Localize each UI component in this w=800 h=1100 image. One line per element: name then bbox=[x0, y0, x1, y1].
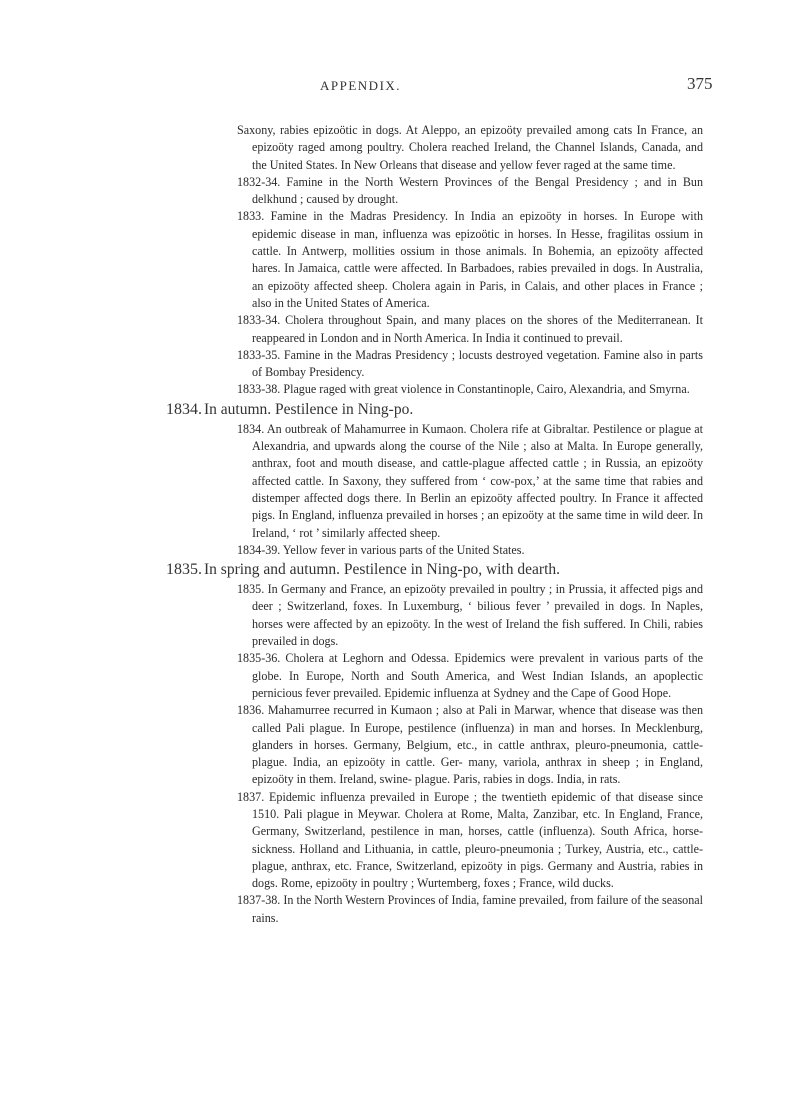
entry-1834: 1834. An outbreak of Mahamurree in Kumaon. Cholera rife at Gibraltar. Pestilence or plague at Alexandria, and upwards along the course of the Nile ; also at Malta. In Europe generally, anthrax, foot and mouth disease, and cattle-plague affected cattle ; in Russia, an epizoöty affected cattle. In Saxony, they suffered from ‘ cow-pox,’ at the same time that rabies and distemper affected dogs there. In Berlin an epizoöty affected poultry. In France it affected pigs. In England, influenza prevailed in horses ; an epizoöty at the same time in wild deer. In Ireland, ‘ rot ’ similarly affected sheep. bbox=[237, 421, 703, 540]
chinese-record-1834 bbox=[0, 399, 800, 421]
entry-1837: 1837. Epidemic influenza prevailed in Europe ; the twentieth epidemic of that disease since 1510. Pali plague in Meywar. Cholera at Rome, Malta, Zanzibar, etc. In England, France, Germany, Switzerland, pestilence in man, horses, cattle (influenza). South Africa, horse-sickness. Holland and Lithuania, in cattle, pleuro-pneumonia ; Turkey, Austria, etc., cattle-plague, anthrax, etc. France, Switzerland, epizoöty in pigs. Germany and Austria, rabies in dogs. Rome, epizoöty in poultry ; Wurtemberg, foxes ; France, wild ducks. bbox=[237, 789, 703, 891]
page-body bbox=[0, 122, 800, 927]
major-entry-text: In spring and autumn. Pestilence in Ning-po, with dearth. bbox=[204, 561, 561, 579]
major-year: 1835. bbox=[166, 561, 202, 579]
entry-1833-35: 1833-35. Famine in the Madras Presidency ; locusts destroyed vegetation. Famine also in parts of Bombay Presidency. bbox=[237, 347, 703, 380]
page-number: 375 bbox=[687, 74, 713, 93]
running-title: APPENDIX. bbox=[320, 78, 402, 93]
page-header bbox=[0, 60, 800, 93]
entry-1837-38: 1837-38. In the North Western Provinces of India, famine prevailed, from failure of the seasonal rains. bbox=[237, 893, 703, 925]
entry-1833: 1833. Famine in the Madras Presidency. In India an epizoöty in horses. In Europe with epidemic disease in man, influenza was epizoötic in horses. In Hesse, fragilitas ossium in cattle. In Antwerp, mollities ossium in those animals. In Bohemia, an epizoöty affected hares. In Jamaica, cattle were affected. In Barbadoes, rabies prevailed in dogs. In Australia, an epizoöty affected sheep. Cholera again in Paris, in Calais, and other places in France ; also in the United States of America. bbox=[237, 209, 703, 310]
entry-1836: 1836. Mahamurree recurred in Kumaon ; also at Pali in Marwar, whence that disease was then called Pali plague. In Europe, pestilence (influenza) in man and horses. In Mecklenburg, glanders in horses. Germany, Belgium, etc., in cattle anthrax, pleuro-pneumonia, cattle-plague. India, an epizoöty in cattle. Ger- many, variola, anthrax in sheep ; in England, epizoöty in them. Ireland, swine- plague. Paris, rabies in dogs. India, in rats. bbox=[237, 703, 703, 787]
chinese-record-1835 bbox=[0, 559, 800, 581]
major-entry-text: In autumn. Pestilence in Ning-po. bbox=[204, 400, 414, 418]
paragraph: Saxony, rabies epizoötic in dogs. At Aleppo, an epizoöty prevailed among cats In France, an epizoöty raged among poultry. Cholera reached Ireland, the Channel Islands, Canada, and the United States. In New Orleans that disease and yellow fever raged at the same time. bbox=[237, 123, 703, 172]
entry-1833-34: 1833-34. Cholera throughout Spain, and many places on the shores of the Mediterranean. It reappeared in London and in North America. In India it continued to prevail. bbox=[237, 313, 703, 345]
entry-1832-34: 1832-34. Famine in the North Western Provinces of the Bengal Presidency ; and in Bun delkhund ; caused by drought. bbox=[237, 174, 703, 207]
entry-1834-39: 1834-39. Yellow fever in various parts of the United States. bbox=[237, 542, 525, 557]
entry-1833-38: 1833-38. Plague raged with great violence in Constantinople, Cairo, Alexandria, and Smyrna. bbox=[237, 382, 690, 397]
entry-1835-36: 1835-36. Cholera at Leghorn and Odessa. Epidemics were prevalent in various parts of the globe. In Europe, North and South America, and West Indian Islands, an apoplectic pernicious fever prevailed. Epidemic influenza at Sydney and the Cape of Good Hope. bbox=[237, 651, 703, 700]
major-year: 1834. bbox=[166, 400, 202, 418]
entry-1835: 1835. In Germany and France, an epizoöty prevailed in poultry ; in Prussia, it affected pigs and deer ; Switzerland, foxes. In Luxemburg, ‘ bilious fever ’ prevailed in dogs. In Naples, horses were affected by an epizoöty. In the west of Ireland the fish suffered. In Chili, rabies prevailed in dogs. bbox=[237, 582, 703, 649]
